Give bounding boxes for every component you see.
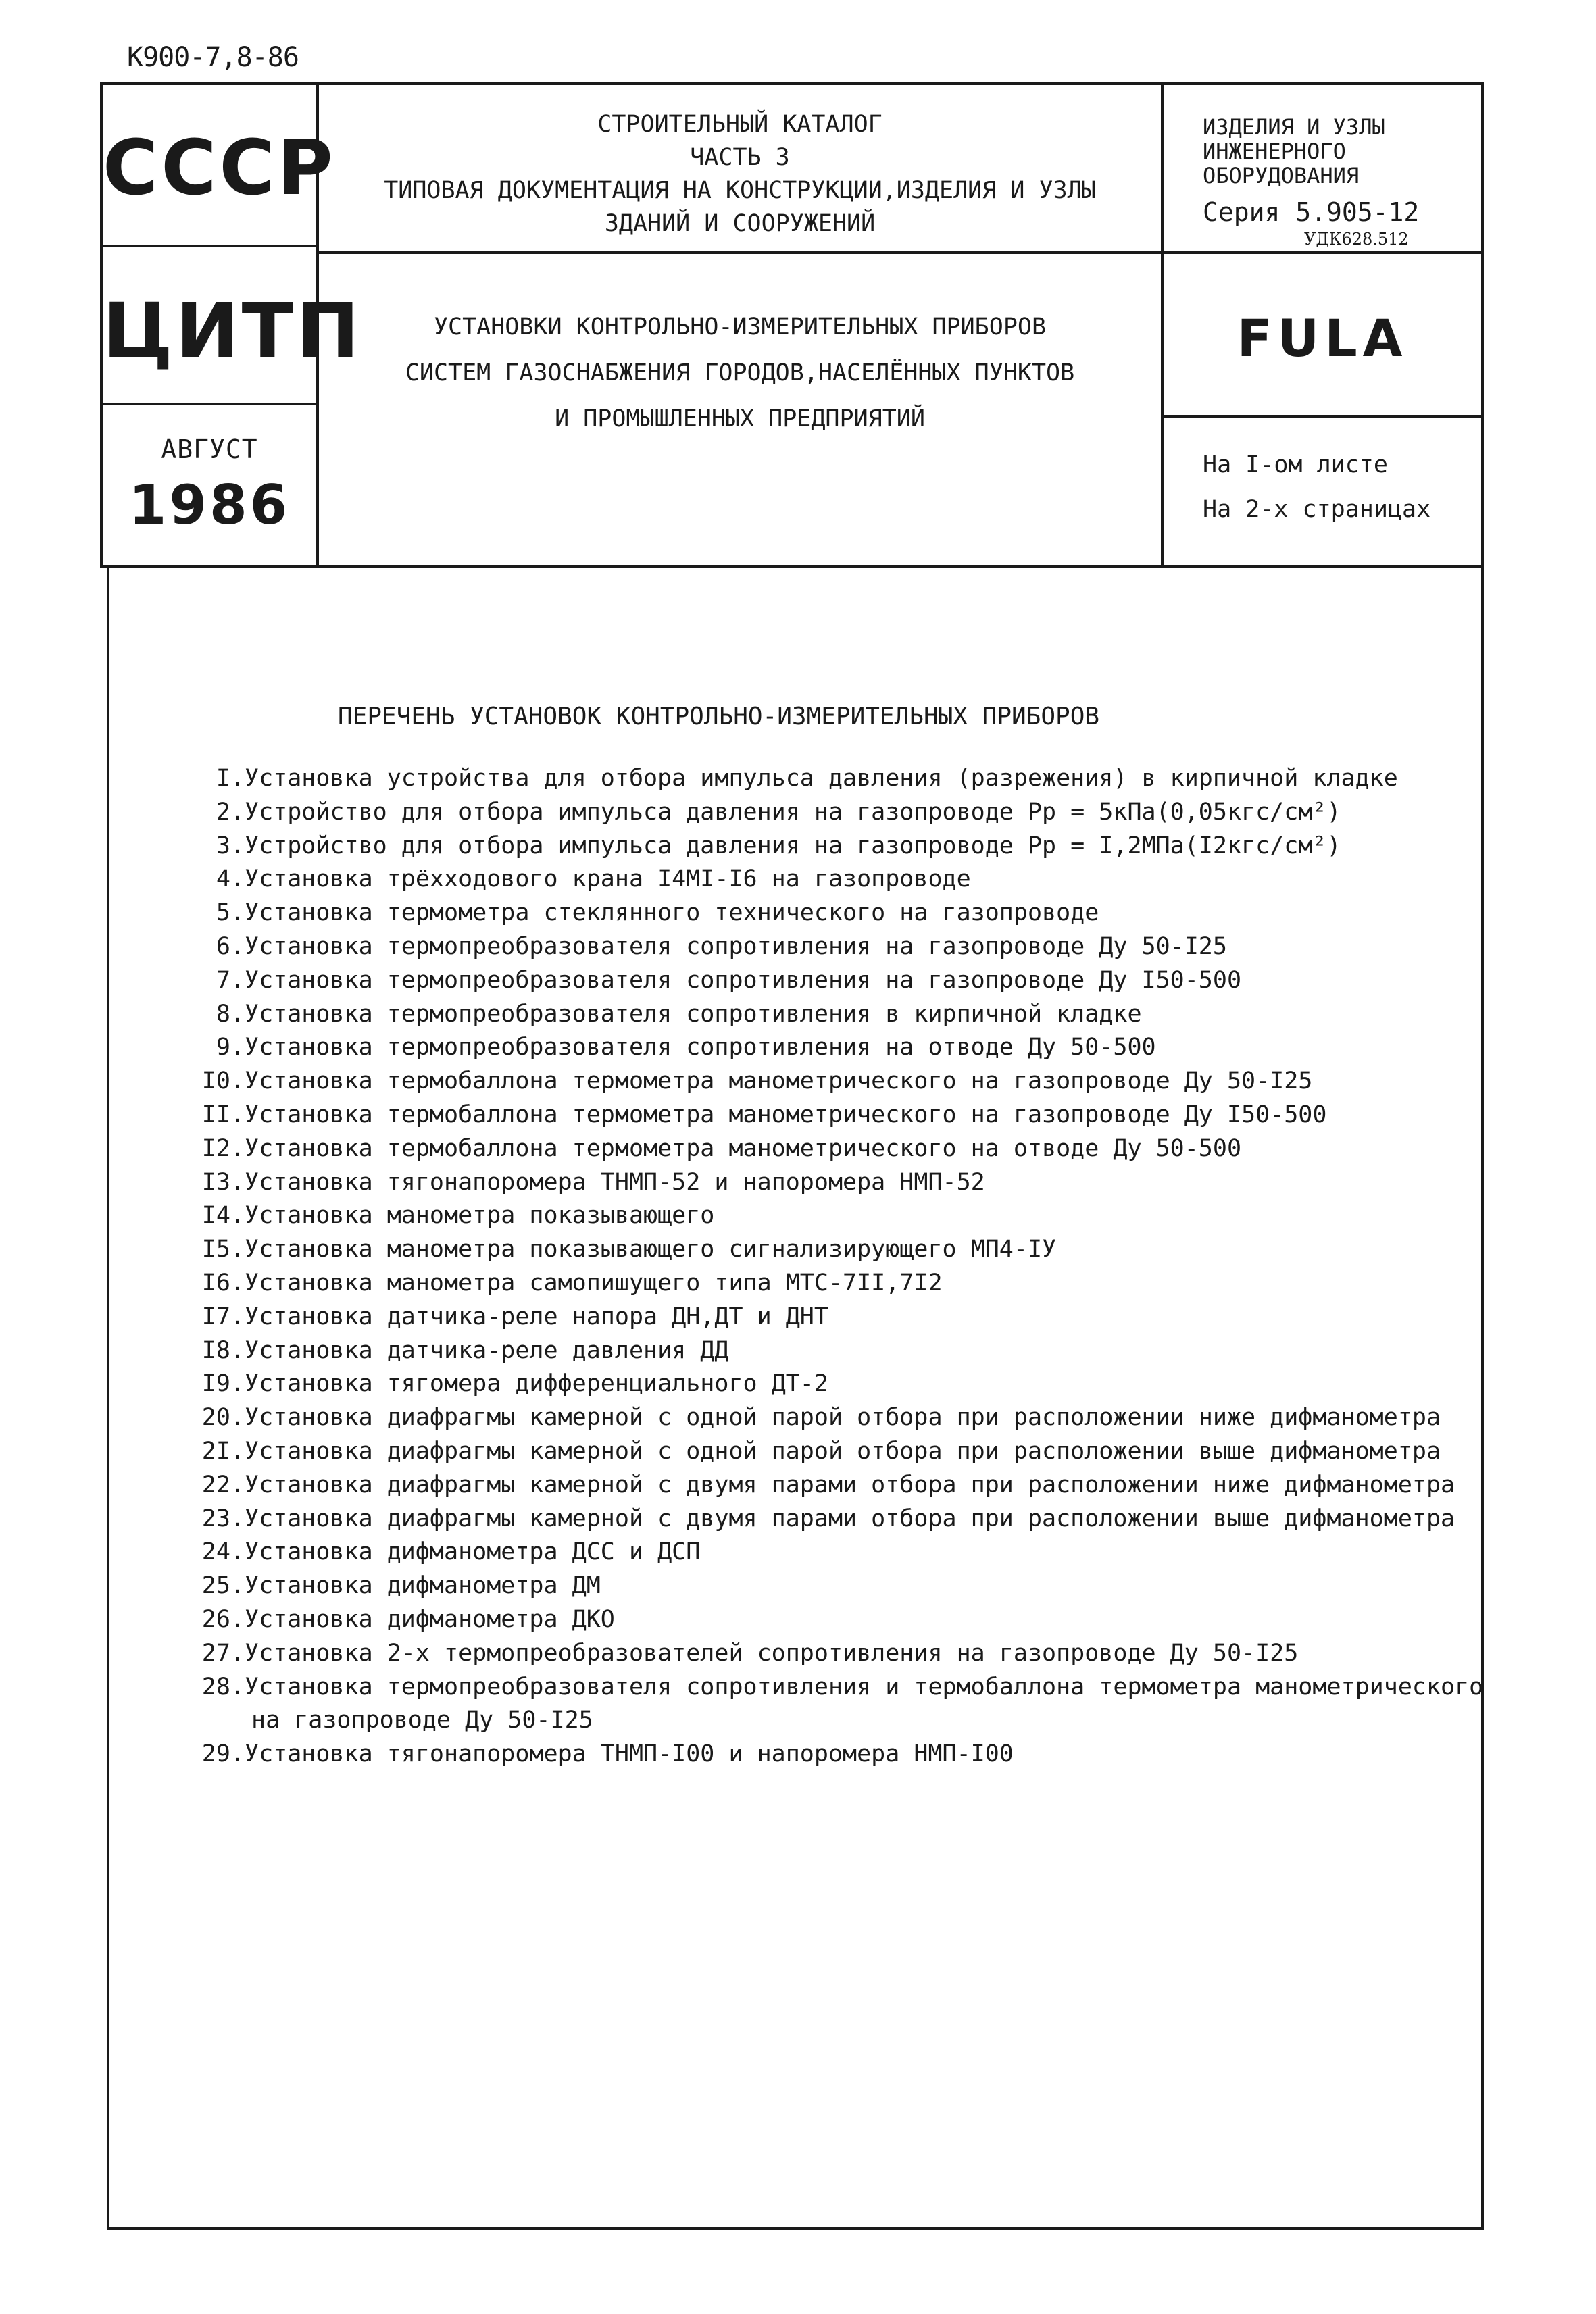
divider (103, 403, 316, 405)
item-number: 25. (201, 1572, 245, 1600)
title-line: УСТАНОВКИ КОНТРОЛЬНО-ИЗМЕРИТЕЛЬНЫХ ПРИБОРОВ (433, 313, 1047, 341)
item-text: Установка диафрагмы камерной с одной парой отбора при расположении ниже дифманометра (245, 1404, 1441, 1432)
item-text: Установка устройства для отбора импульса давления (разрежения) в кирпичной кладке (245, 765, 1398, 792)
item-text: Установка термобаллона термометра манометрического на газопроводе Ду 50-I25 (245, 1067, 1313, 1095)
item-number: 7. (216, 966, 245, 994)
list-item (197, 1536, 1474, 1569)
list-item (197, 1435, 1474, 1469)
ussr-label: СССР (103, 124, 336, 212)
item-number: 2. (216, 798, 245, 826)
list-item (197, 1031, 1474, 1065)
item-text: Устройство для отбора импульса давления на газопроводе Рр = I,2МПа(I2кгс/см²) (245, 832, 1341, 859)
catalog-info (319, 108, 1161, 241)
item-number: I2. (201, 1134, 245, 1162)
list-item (197, 897, 1474, 930)
list-item (197, 762, 1474, 796)
list-item (197, 863, 1474, 897)
document-title (319, 304, 1161, 442)
item-text: Установка термопреобразователя сопротивления на газопроводе Ду 50-I25 (245, 932, 1227, 960)
divider (103, 245, 316, 247)
list-item (197, 1233, 1474, 1267)
list-item (197, 1099, 1474, 1132)
item-number: 26. (201, 1605, 245, 1633)
catalog-line: СТРОИТЕЛЬНЫЙ КАТАЛОГ (597, 111, 882, 138)
item-text: Установка тягонапоромера ТНМП-I00 и напоромера НМП-I00 (245, 1740, 1014, 1768)
item-number: 6. (216, 932, 245, 960)
item-text: Установка тягомера дифференциального ДТ-2 (245, 1370, 828, 1398)
code-word: FULA (1237, 308, 1408, 368)
item-text: Установка термометра стеклянного технического на газопроводе (245, 899, 1099, 927)
category-info (1203, 115, 1385, 188)
item-number: II. (201, 1101, 245, 1128)
category-line: ИНЖЕНЕРНОГО (1203, 139, 1346, 164)
title-line: СИСТЕМ ГАЗОСНАБЖЕНИЯ ГОРОДОВ,НАСЕЛЁННЫХ ПУНКТОВ (405, 359, 1075, 386)
series-label: Серия 5.905-12 (1203, 197, 1420, 227)
list-title: ПЕРЕЧЕНЬ УСТАНОВОК КОНТРОЛЬНО-ИЗМЕРИТЕЛЬНЫХ ПРИБОРОВ (338, 703, 1100, 730)
list-item (197, 1367, 1474, 1401)
sheets-label: На I-ом листе (1203, 451, 1388, 478)
item-text: Установка диафрагмы камерной с двумя парами отбора при расположении ниже дифманометра (245, 1471, 1455, 1499)
item-number: 5. (216, 899, 245, 927)
month-label: АВГУСТ (161, 434, 258, 464)
list-item (197, 1166, 1474, 1200)
item-text: Установка трёхходового крана I4МI-I6 на газопроводе (245, 865, 971, 893)
title-block (100, 82, 1484, 568)
list-item (197, 1469, 1474, 1503)
list-item (197, 998, 1474, 1032)
item-text: Установка термобаллона термометра манометрического на отводе Ду 50-500 (245, 1134, 1242, 1162)
item-number: I7. (201, 1303, 245, 1330)
item-number: I5. (201, 1236, 245, 1263)
item-text: Установка дифманометра ДМ (245, 1572, 601, 1600)
list-item (197, 830, 1474, 863)
item-number: 22. (201, 1471, 245, 1499)
item-text: Установка термопреобразователя сопротивления и термобаллона термометра манометрического (245, 1673, 1484, 1701)
list-item (197, 1603, 1474, 1637)
item-number: 8. (216, 1000, 245, 1028)
item-text: Устройство для отбора импульса давления на газопроводе Рр = 5кПа(0,05кгс/см²) (245, 798, 1341, 826)
list-item (197, 1671, 1484, 1738)
list-item (197, 1503, 1474, 1536)
item-text: Установка манометра показывающего (245, 1202, 715, 1230)
item-text: Установка манометра показывающего сигнализирующего МП4-IУ (245, 1236, 1057, 1263)
item-number: 28. (201, 1673, 245, 1701)
list-item (197, 1637, 1474, 1671)
category-line: ОБОРУДОВАНИЯ (1203, 163, 1360, 188)
catalog-line: ЧАСТЬ 3 (690, 144, 790, 171)
item-number: I6. (201, 1269, 245, 1297)
catalog-line: ЗДАНИЙ И СООРУЖЕНИЙ (604, 210, 876, 237)
title-line: И ПРОМЫШЛЕННЫХ ПРЕДПРИЯТИЙ (555, 405, 925, 432)
installations-list (197, 762, 1484, 1771)
item-number: 23. (201, 1505, 245, 1532)
item-number: 2I. (201, 1437, 245, 1465)
list-item (197, 796, 1474, 830)
item-number: I8. (201, 1336, 245, 1364)
list-item (197, 930, 1474, 964)
item-text: Установка термопреобразователя сопротивления в кирпичной кладке (245, 1000, 1142, 1028)
item-number: 24. (201, 1538, 245, 1566)
item-number: 27. (201, 1639, 245, 1667)
document-code: К900-7,8-86 (127, 42, 299, 73)
item-number: I3. (201, 1168, 245, 1196)
list-item (197, 964, 1474, 998)
item-text: Установка датчика-реле давления ДД (245, 1336, 729, 1364)
list-item (197, 1065, 1474, 1099)
item-text: Установка датчика-реле напора ДН,ДТ и ДНТ (245, 1303, 828, 1330)
list-item (197, 1569, 1474, 1603)
item-text: Установка термобаллона термометра манометрического на газопроводе Ду I50-500 (245, 1101, 1327, 1128)
item-text: Установка дифманометра ДСС и ДСП (245, 1538, 701, 1566)
divider (1161, 415, 1484, 418)
catalog-line: ТИПОВАЯ ДОКУМЕНТАЦИЯ НА КОНСТРУКЦИИ,ИЗДЕЛИЯ И УЗЛЫ (384, 177, 1096, 204)
item-number: 29. (201, 1740, 245, 1768)
item-number: 3. (216, 832, 245, 859)
list-item (197, 1301, 1474, 1334)
item-text: Установка диафрагмы камерной с одной парой отбора при расположении выше дифманометра (245, 1437, 1441, 1465)
item-text: Установка диафрагмы камерной с двумя парами отбора при расположении выше дифманометра (245, 1505, 1455, 1532)
divider (316, 251, 1484, 254)
item-number: I0. (201, 1067, 245, 1095)
item-number: I4. (201, 1202, 245, 1230)
item-text-continuation: на газопроводе Ду 50-I25 (251, 1707, 593, 1734)
item-number: 4. (216, 865, 245, 893)
item-text: Установка 2-х термопреобразователей сопротивления на газопроводе Ду 50-I25 (245, 1639, 1299, 1667)
list-item (197, 1199, 1474, 1233)
list-item (197, 1401, 1474, 1435)
item-text: Установка термопреобразователя сопротивления на газопроводе Ду I50-500 (245, 966, 1242, 994)
item-number: I9. (201, 1370, 245, 1398)
list-item (197, 1267, 1474, 1301)
item-number: 9. (216, 1034, 245, 1061)
category-line: ИЗДЕЛИЯ И УЗЛЫ (1203, 114, 1385, 140)
list-item (197, 1132, 1474, 1166)
item-number: 20. (201, 1404, 245, 1432)
list-item (197, 1738, 1474, 1771)
item-text: Установка тягонапоромера ТНМП-52 и напоромера НМП-52 (245, 1168, 985, 1196)
item-text: Установка термопреобразователя сопротивления на отводе Ду 50-500 (245, 1034, 1156, 1061)
citp-label: ЦИТП (103, 288, 362, 376)
udk-label: УДК628.512 (1304, 230, 1409, 249)
year-label: 1986 (128, 474, 291, 536)
pages-label: На 2-х страницах (1203, 496, 1431, 523)
list-item (197, 1334, 1474, 1368)
item-number: I. (216, 765, 245, 792)
item-text: Установка дифманометра ДКО (245, 1605, 615, 1633)
item-text: Установка манометра самопишущего типа МТС-7II,7I2 (245, 1269, 943, 1297)
